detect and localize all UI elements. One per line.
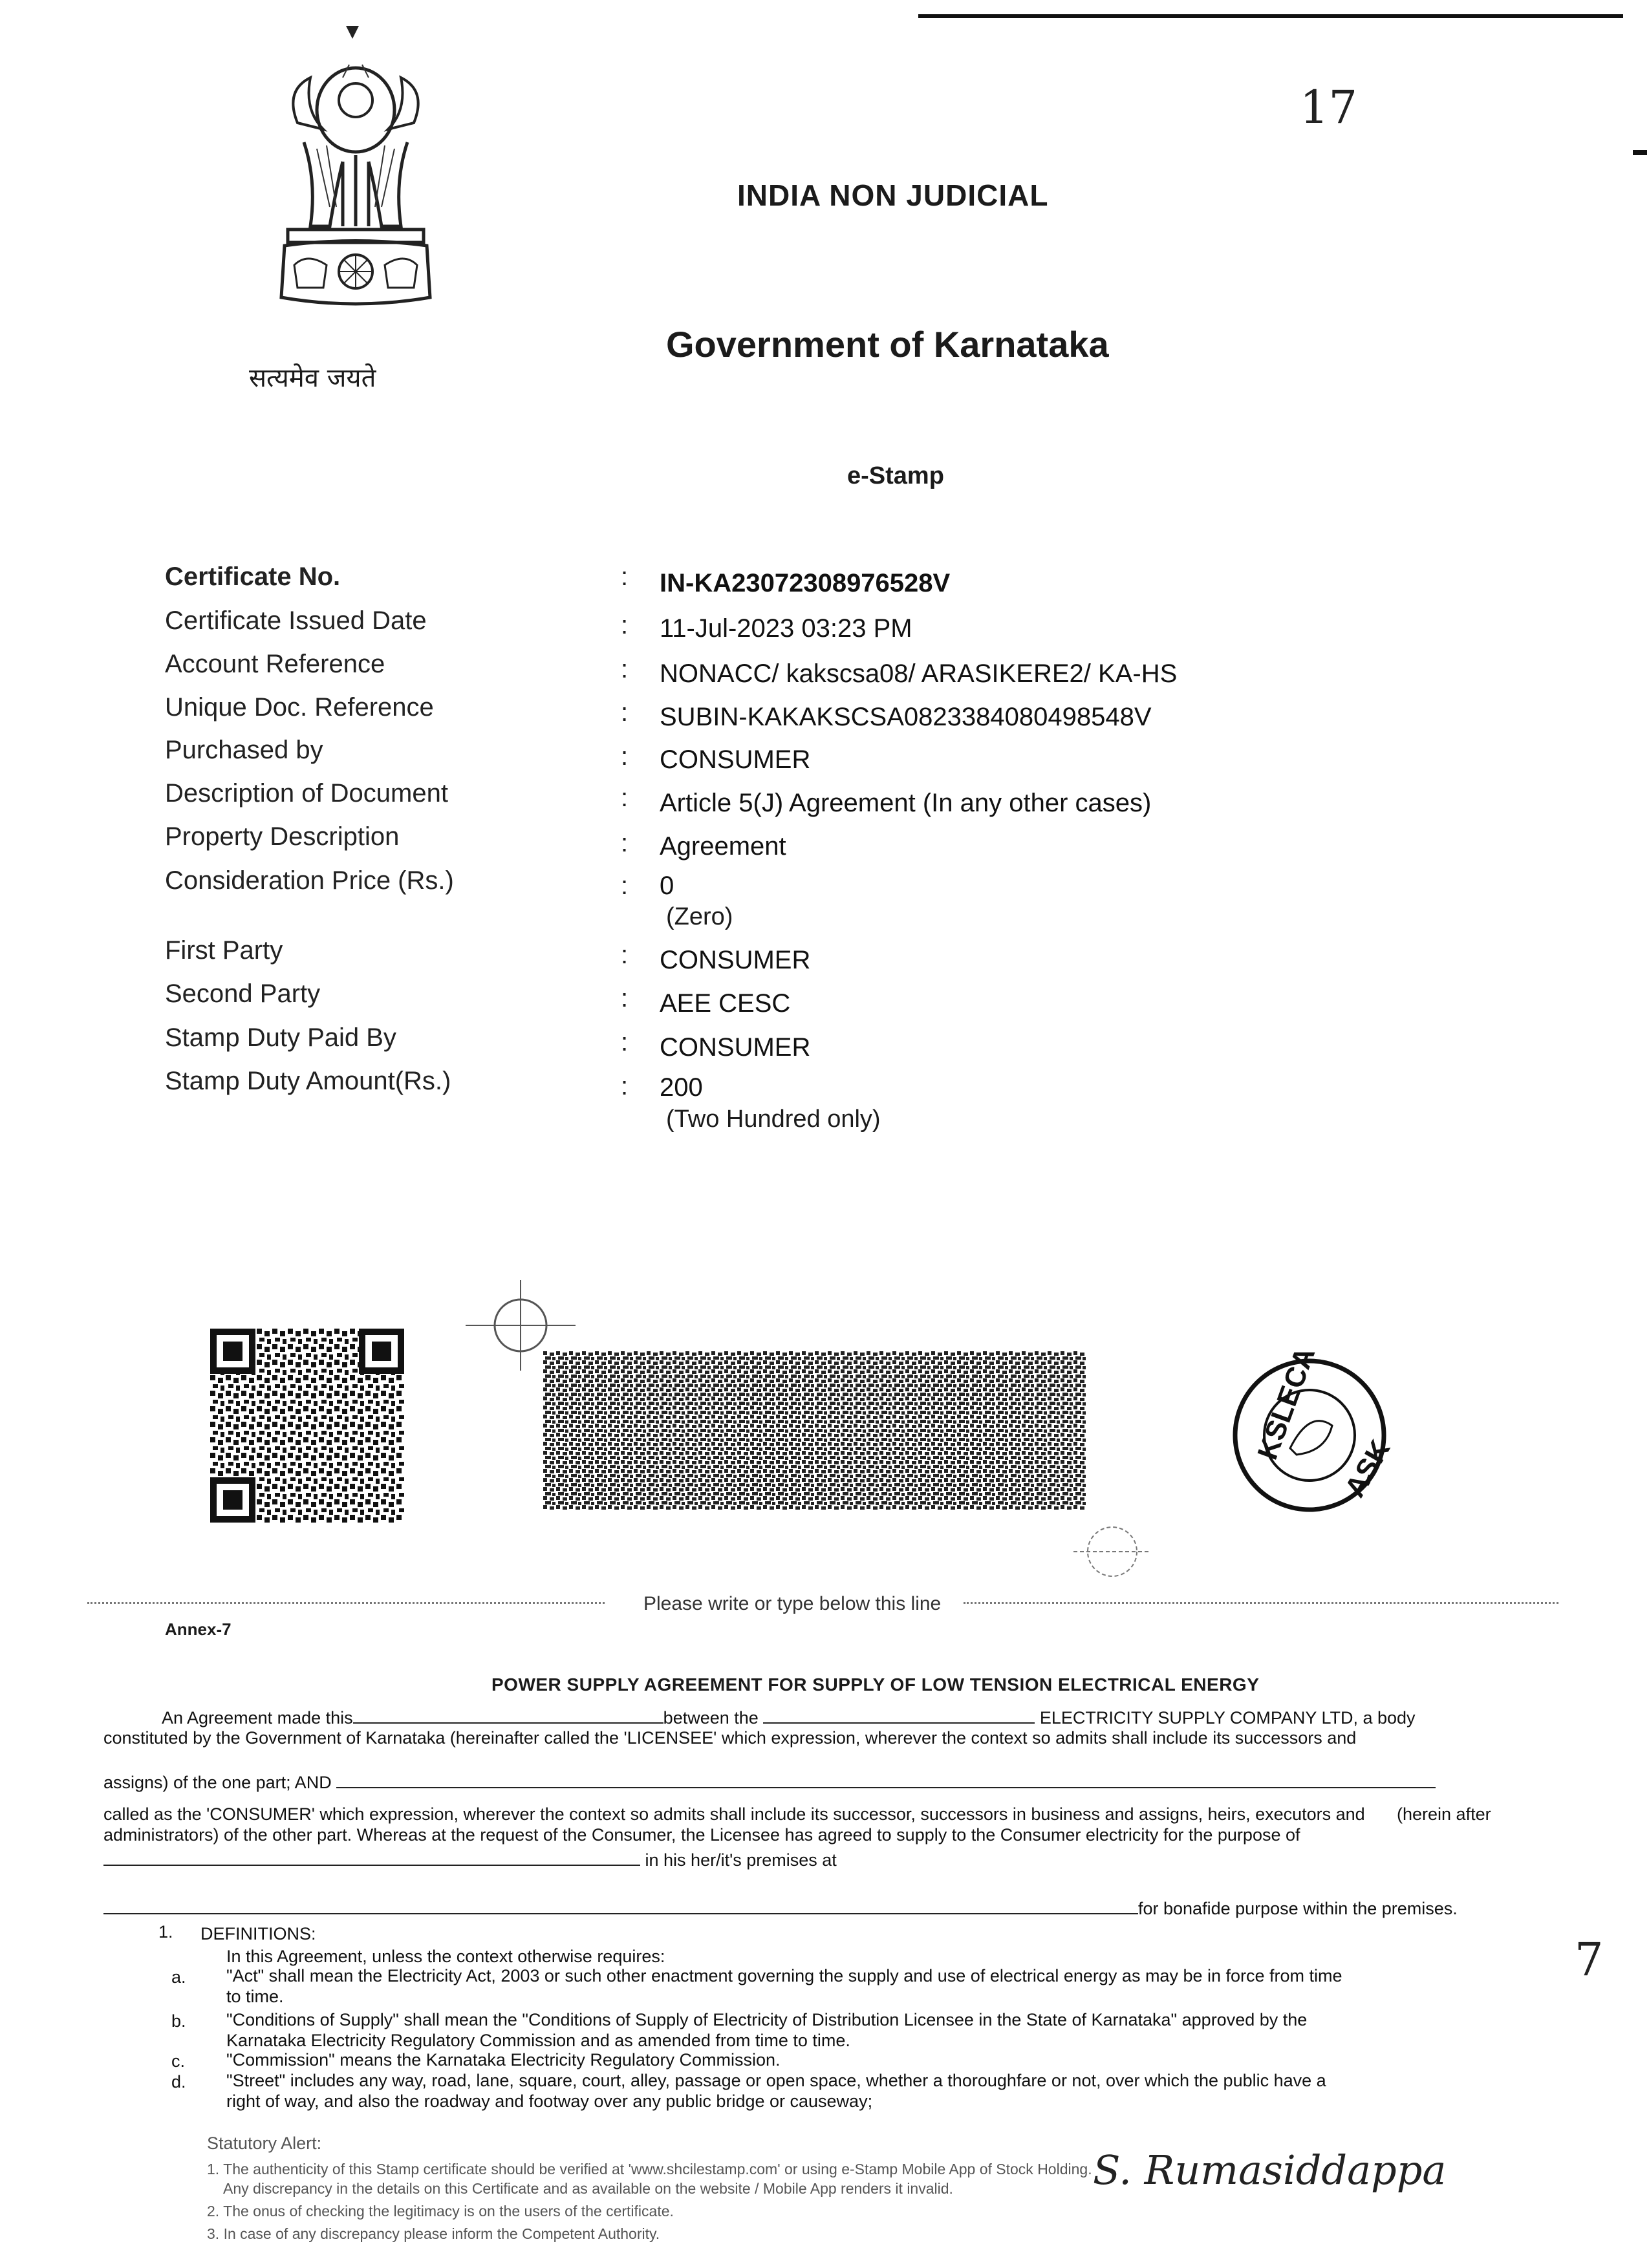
field-label-first-party: First Party bbox=[165, 936, 283, 965]
definition-text-cont: to time. bbox=[226, 1987, 284, 2006]
agreement-line-5: administrators) of the other part. Whereas at the request of the Consumer, the Licensee has agreed to supply to the Consumer electricity for the purpose of bbox=[103, 1825, 1300, 1845]
field-colon: : bbox=[621, 784, 629, 812]
field-label-stamp-duty-amount: Stamp Duty Amount(Rs.) bbox=[165, 1067, 451, 1095]
field-value-unique-doc-reference: SUBIN-KAKAKSCSA0823384080498548V bbox=[660, 703, 1152, 731]
field-label-unique-doc-reference: Unique Doc. Reference bbox=[165, 693, 434, 722]
qr-code-icon bbox=[210, 1329, 404, 1523]
field-colon: : bbox=[621, 872, 629, 900]
field-label-description-of-document: Description of Document bbox=[165, 779, 448, 808]
field-value-issued-date: 11-Jul-2023 03:23 PM bbox=[660, 614, 912, 643]
agreement-line-7 bbox=[103, 1898, 1507, 1919]
agreement-text: for bonafide purpose within the premises. bbox=[1138, 1899, 1458, 1918]
qr-code bbox=[210, 1329, 404, 1523]
blank-line bbox=[103, 1849, 640, 1866]
kslec-seal bbox=[1229, 1343, 1397, 1516]
field-label-second-party: Second Party bbox=[165, 979, 321, 1008]
barcode-2d bbox=[543, 1351, 1086, 1510]
field-label-property-description: Property Description bbox=[165, 822, 400, 851]
barcode-icon bbox=[543, 1351, 1086, 1510]
definition-text: "Street" includes any way, road, lane, square, court, alley, passage or open space, whether a thoroughfare or not, over which the public have a bbox=[226, 2071, 1326, 2090]
field-colon: : bbox=[621, 562, 629, 591]
field-label-issued-date: Certificate Issued Date bbox=[165, 606, 427, 635]
blank-line bbox=[103, 1898, 1138, 1914]
blank-line bbox=[353, 1707, 663, 1724]
handwritten-signature: S. Rumasiddappa bbox=[1093, 2146, 1447, 2194]
agreement-line-3 bbox=[103, 1771, 1507, 1793]
page-mark-side: 7 bbox=[1575, 1933, 1604, 1986]
field-colon: : bbox=[621, 941, 629, 969]
write-below-note: Please write or type below this line bbox=[643, 1593, 942, 1614]
statutory-alert-item: 3. In case of any discrepancy please inform the Competent Authority. bbox=[207, 2225, 660, 2242]
top-rule bbox=[918, 14, 1623, 18]
field-label-purchased-by: Purchased by bbox=[165, 736, 323, 764]
blank-line bbox=[763, 1707, 1035, 1724]
agreement-text: An Agreement made this bbox=[162, 1708, 353, 1728]
definitions-intro: In this Agreement, unless the context otherwise requires: bbox=[226, 1947, 665, 1966]
statutory-alert-item: 2. The onus of checking the legitimacy is on the users of the certificate. bbox=[207, 2203, 674, 2220]
agreement-text: called as the 'CONSUMER' which expression, wherever the context so admits shall include its successor, successors in business and assigns, heirs, executors and bbox=[103, 1804, 1365, 1824]
definition-mark: c. bbox=[171, 2051, 186, 2071]
seal-icon bbox=[1229, 1343, 1397, 1516]
field-value-first-party: CONSUMER bbox=[660, 946, 811, 974]
agreement-title: POWER SUPPLY AGREEMENT FOR SUPPLY OF LOW TENSION ELECTRICAL ENERGY bbox=[491, 1674, 1260, 1695]
field-value-second-party: AEE CESC bbox=[660, 989, 791, 1018]
definition-text: "Commission" means the Karnataka Electricity Regulatory Commission. bbox=[226, 2050, 781, 2070]
national-emblem bbox=[246, 13, 440, 349]
agreement-line-4-end: (herein after bbox=[1397, 1804, 1491, 1824]
header-estamp: e-Stamp bbox=[847, 462, 944, 489]
field-colon: : bbox=[621, 1028, 629, 1056]
field-sub-consideration-price: (Zero) bbox=[666, 903, 733, 930]
field-label-stamp-duty-paid-by: Stamp Duty Paid By bbox=[165, 1023, 396, 1052]
emblem-motto: सत्यमेव जयते bbox=[249, 363, 376, 393]
definitions-title: DEFINITIONS: bbox=[200, 1924, 316, 1943]
agreement-text: assigns) of the one part; AND bbox=[103, 1773, 332, 1792]
field-colon: : bbox=[621, 829, 629, 857]
statutory-alert-item: 1. The authenticity of this Stamp certificate should be verified at 'www.shcilestamp.com' or using e-Stamp Mobile App of Stock Holding. bbox=[207, 2161, 1092, 2177]
definition-text: "Conditions of Supply" shall mean the "Conditions of Supply of Electricity of Distribution Licensee in the State of Karnataka" approved by the bbox=[226, 2010, 1308, 2029]
field-label-certificate-no: Certificate No. bbox=[165, 562, 341, 591]
emblem-icon bbox=[246, 13, 440, 349]
header-india-non-judicial: INDIA NON JUDICIAL bbox=[737, 178, 1049, 212]
field-value-certificate-no: IN-KA23072308976528V bbox=[660, 569, 951, 597]
definition-text-cont: right of way, and also the roadway and footway over any public bridge or causeway; bbox=[226, 2091, 873, 2111]
statutory-alert-item: Any discrepancy in the details on this Certificate and as available on the website / Mobile App renders it invalid. bbox=[223, 2180, 953, 2197]
dotted-divider-left bbox=[87, 1602, 605, 1604]
agreement-line-1 bbox=[162, 1707, 1507, 1728]
field-value-description-of-document: Article 5(J) Agreement (In any other cases) bbox=[660, 789, 1152, 817]
field-value-property-description: Agreement bbox=[660, 832, 786, 861]
field-value-stamp-duty-paid-by: CONSUMER bbox=[660, 1033, 811, 1062]
field-colon: : bbox=[621, 611, 629, 639]
agreement-line-2: constituted by the Government of Karnataka (hereinafter called the 'LICENSEE' which expression, wherever the context so admits shall include its successors and bbox=[103, 1728, 1357, 1748]
field-label-account-reference: Account Reference bbox=[165, 650, 385, 678]
seal-text-right: ASK bbox=[1339, 1435, 1397, 1503]
statutory-alert-title: Statutory Alert: bbox=[207, 2134, 322, 2153]
field-value-stamp-duty-amount: 200 bbox=[660, 1073, 703, 1102]
registration-mark bbox=[1073, 1519, 1151, 1587]
agreement-text: between the bbox=[663, 1708, 759, 1728]
field-colon: : bbox=[621, 655, 629, 683]
field-sub-stamp-duty-amount: (Two Hundred only) bbox=[666, 1106, 881, 1133]
definition-text-cont: Karnataka Electricity Regulatory Commission and as amended from time to time. bbox=[226, 2031, 850, 2050]
annex-label: Annex-7 bbox=[165, 1620, 232, 1639]
agreement-text: ELECTRICITY SUPPLY COMPANY LTD, a body bbox=[1039, 1708, 1416, 1728]
dotted-divider-right bbox=[964, 1602, 1558, 1604]
definition-mark: b. bbox=[171, 2011, 186, 2031]
definition-mark: a. bbox=[171, 1967, 186, 1987]
blank-line bbox=[336, 1771, 1436, 1788]
field-colon: : bbox=[621, 984, 629, 1012]
field-colon: : bbox=[621, 1072, 629, 1100]
field-value-purchased-by: CONSUMER bbox=[660, 745, 811, 774]
field-colon: : bbox=[621, 742, 629, 771]
right-edge-mark bbox=[1633, 150, 1647, 155]
page-mark-top: 17 bbox=[1300, 81, 1358, 134]
seal-text-left: KSLECA bbox=[1251, 1343, 1322, 1464]
agreement-line-4 bbox=[103, 1804, 1371, 1824]
field-value-account-reference: NONACC/ kakscsa08/ ARASIKERE2/ KA-HS bbox=[660, 659, 1178, 688]
agreement-text: in his her/it's premises at bbox=[645, 1850, 837, 1870]
definition-mark: d. bbox=[171, 2072, 186, 2091]
definition-text: "Act" shall mean the Electricity Act, 2003 or such other enactment governing the supply and use of electrical energy as may be in force from time bbox=[226, 1966, 1342, 1985]
agreement-line-6 bbox=[103, 1849, 1507, 1870]
field-value-consideration-price: 0 bbox=[660, 872, 674, 900]
definitions-number: 1. bbox=[158, 1922, 173, 1942]
field-colon: : bbox=[621, 698, 629, 727]
field-label-consideration-price: Consideration Price (Rs.) bbox=[165, 866, 454, 895]
header-government: Government of Karnataka bbox=[666, 324, 1109, 365]
